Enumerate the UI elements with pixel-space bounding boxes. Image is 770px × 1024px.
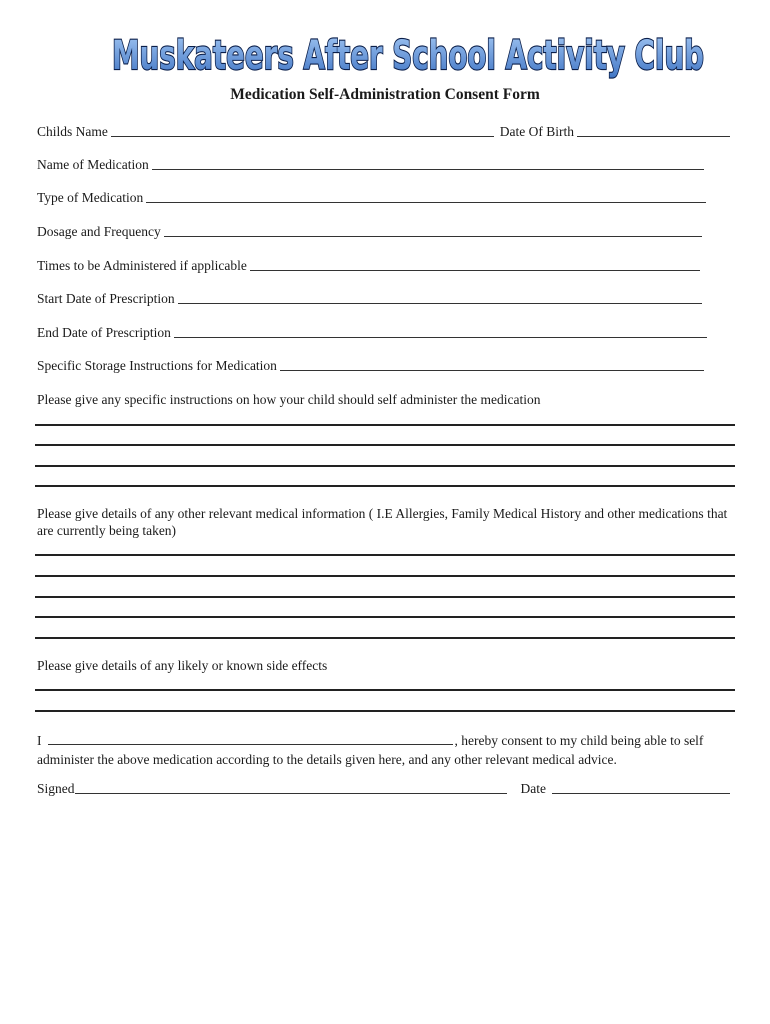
- storage-instructions-field[interactable]: [280, 369, 704, 371]
- self-admin-answer-line-4[interactable]: [35, 485, 735, 487]
- parent-name-field[interactable]: [48, 732, 453, 745]
- childs-name-field[interactable]: [111, 135, 494, 137]
- start-date-label: Start Date of Prescription: [37, 291, 175, 306]
- start-date-field[interactable]: [178, 302, 702, 304]
- consent-text: , hereby consent to my child being able to self administer the above medication according to the details given here, and any other relevant medical advice.: [37, 733, 704, 767]
- type-of-medication-field[interactable]: [146, 201, 706, 203]
- date-of-birth-label: Date Of Birth: [499, 124, 574, 139]
- end-date-label: End Date of Prescription: [37, 325, 171, 340]
- self-admin-instructions-prompt: Please give any specific instructions on how your child should self administer the medication: [37, 392, 541, 407]
- times-administered-label: Times to be Administered if applicable: [37, 258, 247, 273]
- row-childs-name: [37, 122, 730, 140]
- medical-info-answer-line-1[interactable]: [35, 554, 735, 556]
- row-signature: [37, 779, 730, 797]
- storage-instructions-label: Specific Storage Instructions for Medication: [37, 358, 277, 373]
- self-admin-answer-line-3[interactable]: [35, 465, 735, 467]
- club-logo: [108, 22, 708, 82]
- row-start-date: [37, 289, 702, 307]
- row-times-administered: [37, 256, 700, 274]
- row-end-date: [37, 323, 707, 341]
- dosage-frequency-label: Dosage and Frequency: [37, 224, 161, 239]
- side-effects-answer-line-1[interactable]: [35, 689, 735, 691]
- signed-label: Signed: [37, 781, 75, 796]
- dosage-frequency-field[interactable]: [164, 235, 702, 237]
- signature-field[interactable]: [75, 792, 507, 794]
- form-title: Medication Self-Administration Consent Form: [230, 86, 540, 103]
- name-of-medication-label: Name of Medication: [37, 157, 149, 172]
- row-dosage-frequency: [37, 222, 702, 240]
- consent-prefix: I: [37, 733, 42, 748]
- end-date-field[interactable]: [174, 336, 707, 338]
- medical-info-answer-line-2[interactable]: [35, 575, 735, 577]
- date-of-birth-field[interactable]: [577, 135, 730, 137]
- self-admin-answer-line-2[interactable]: [35, 444, 735, 446]
- logo-text: Muskateers After School Activity Club: [112, 33, 704, 79]
- signature-date-field[interactable]: [552, 792, 730, 794]
- medical-info-answer-line-3[interactable]: [35, 596, 735, 598]
- row-name-of-medication: [37, 155, 704, 173]
- side-effects-prompt: Please give details of any likely or known side effects: [37, 658, 328, 673]
- medical-info-prompt: Please give details of any other relevant medical information ( I.E Allergies, Family Medical History and other medications that are currently being taken): [37, 506, 728, 538]
- name-of-medication-field[interactable]: [152, 168, 704, 170]
- childs-name-label: Childs Name: [37, 124, 108, 139]
- times-administered-field[interactable]: [250, 269, 700, 271]
- side-effects-answer-line-2[interactable]: [35, 710, 735, 712]
- medical-info-answer-line-4[interactable]: [35, 616, 735, 618]
- row-storage-instructions: [37, 356, 704, 374]
- medical-info-answer-line-5[interactable]: [35, 637, 735, 639]
- type-of-medication-label: Type of Medication: [37, 190, 144, 205]
- self-admin-answer-line-1[interactable]: [35, 424, 735, 426]
- date-label: Date: [520, 781, 546, 796]
- consent-statement: [37, 731, 747, 769]
- row-type-of-medication: [37, 188, 706, 206]
